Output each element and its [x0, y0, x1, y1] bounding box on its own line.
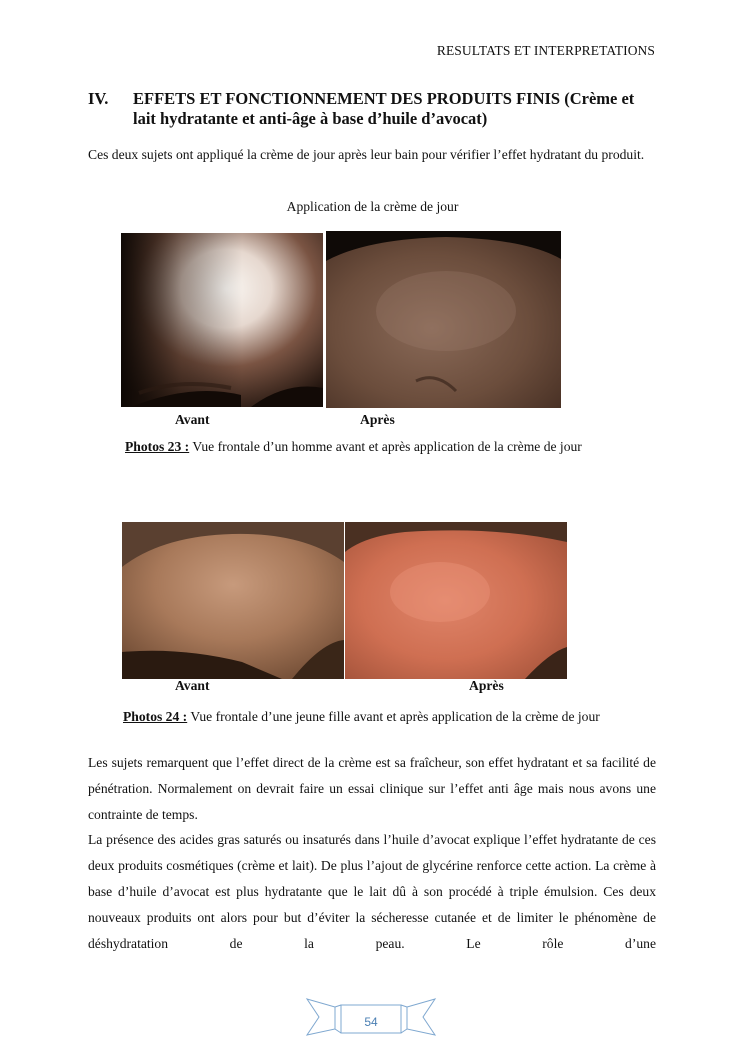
photo-24-caption: [123, 709, 600, 725]
figure-title: Application de la crème de jour: [286, 199, 459, 214]
section-number: IV.: [88, 89, 109, 108]
photo-24-before-label: Avant: [175, 678, 210, 693]
photo-23-before-label: Avant: [175, 412, 210, 427]
section-title: EFFETS ET FONCTIONNEMENT DES PRODUITS FINIS (Crème et lait hydratante et anti-âge à base d’huile d’avocat): [133, 89, 635, 128]
body-paragraph-2: La présence des acides gras saturés ou insaturés dans l’huile d’avocat explique l’effet hydratante de ces deux produits cosmétiques (crème et lait). De plus l’ajout de glycérine renforce cette action. La crème à base d’huile d’avocat est plus hydratante que le lait dû à son procédé à triple émulsion. Ces deux nouveaux produits ont alors pour but d’éviter la sécheresse cutanée et de limiter le phénomène de déshydratation de la peau. Le rôle d’une: [88, 832, 656, 951]
running-header: RESULTATS ET INTERPRETATIONS: [436, 43, 655, 58]
photo-23-caption-key: Photos 23 :: [125, 439, 190, 454]
page-number-ribbon: [305, 997, 437, 1037]
photo-23-before: [121, 233, 323, 407]
photo-24-caption-key: Photos 24 :: [123, 709, 188, 724]
photo-24-after: [345, 522, 567, 679]
intro-paragraph: Ces deux sujets ont appliqué la crème de jour après leur bain pour vérifier l’effet hydratant du produit.: [88, 147, 645, 162]
photo-23-after-label: Après: [360, 412, 395, 427]
photo-23-after: [326, 231, 561, 408]
photo-23-caption: [125, 439, 582, 455]
photo-24-caption-text: Vue frontale d’une jeune fille avant et après application de la crème de jour: [187, 709, 600, 724]
photo-24-after-label: Après: [469, 678, 504, 693]
photo-23-caption-text: Vue frontale d’un homme avant et après application de la crème de jour: [189, 439, 582, 454]
section-heading: [88, 89, 658, 129]
photo-24-before: [122, 522, 344, 679]
body-paragraph-1: Les sujets remarquent que l’effet direct de la crème est sa fraîcheur, son effet hydratant et sa facilité de pénétration. Normalement on devrait faire un essai clinique sur l’effet anti âge mais nous avons une contrainte de temps.: [88, 755, 656, 822]
page-number: 54: [364, 1015, 378, 1029]
